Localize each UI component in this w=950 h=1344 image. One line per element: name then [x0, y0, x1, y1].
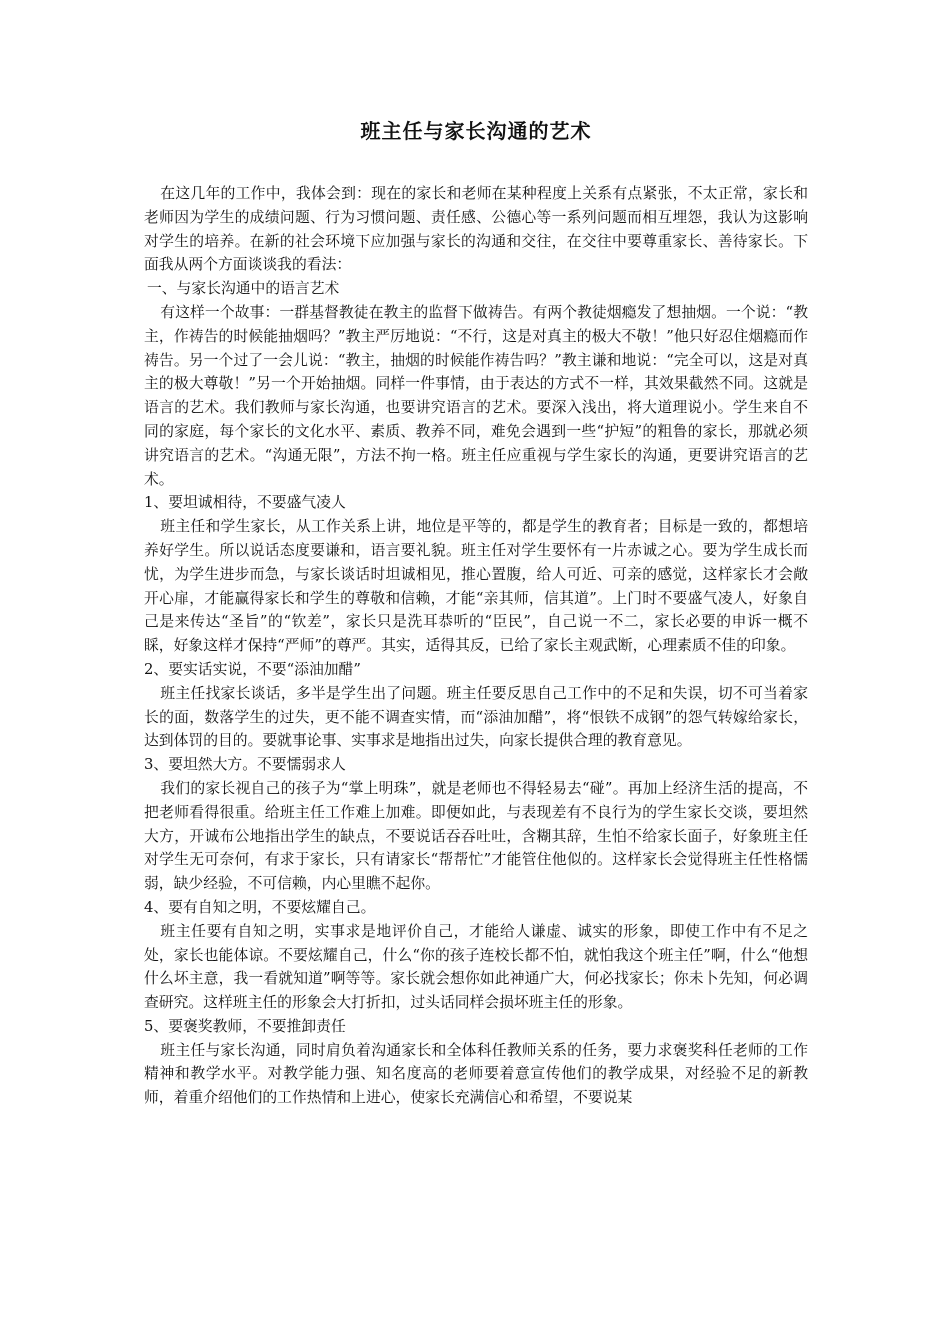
subheading-5: 5、要褒奖教师，不要推卸责任: [144, 1017, 346, 1035]
paragraph-3: 我们的家长视自己的孩子为“掌上明珠”，就是老师也不得轻易去“碰”。再加上经济生活的提高，不把老师看得很重。给班主任工作难上加难。即便如此，与表现差有不良行为的学生家长交谈，要坦然大方，开诚布公地指出学生的缺点，不要说话吞吞吐吐，含糊其辞，生怕不给家长面子，好象班主任对学生无可奈何，有求于家长，只有请家长“帮帮忙”才能管住他似的。这样家长会觉得班主任性格懦弱，缺少经验，不可信赖，内心里瞧不起你。: [144, 779, 808, 893]
story-paragraph: 有这样一个故事：一群基督教徒在教主的监督下做祷告。有两个教徒烟瘾发了想抽烟。一个说：“教主，作祷告的时候能抽烟吗？”教主严厉地说：“不行，这是对真主的极大不敬！”他只好忍住烟瘾而作祷告。另一个过了一会儿说：“教主，抽烟的时候能作祷告吗？”教主谦和地说：“完全可以，这是对真主的极大尊敬！”另一个开始抽烟。同样一件事情，由于表达的方式不一样，其效果截然不同。这就是语言的艺术。我们教师与家长沟通，也要讲究语言的艺术。要深入浅出，将大道理说小。学生来自不同的家庭，每个家长的文化水平、素质、教养不同，难免会遇到一些“护短”的粗鲁的家长，那就必须讲究语言的艺术。“沟通无限”，方法不拘一格。班主任应重视与学生家长的沟通，更要讲究语言的艺术。: [144, 303, 808, 488]
document-body: [144, 182, 808, 1110]
paragraph-5: 班主任与家长沟通，同时肩负着沟通家长和全体科任教师关系的任务，要力求褒奖科任老师的工作精神和教学水平。对教学能力强、知名度高的老师要着意宣传他们的教学成果，对经验不足的新教师，着重介绍他们的工作热情和上进心，使家长充满信心和希望，不要说某: [144, 1041, 808, 1107]
subheading-2: 2、要实话实说，不要“添油加醋”: [144, 660, 361, 678]
subheading-1: 1、要坦诚相待，不要盛气凌人: [144, 494, 346, 512]
paragraph-4: 班主任要有自知之明，实事求是地评价自己，才能给人谦虚、诚实的形象，即使工作中有不足之处，家长也能体谅。不要炫耀自己，什么“你的孩子连校长都不怕，就怕我这个班主任”啊，什么“他想什么坏主意，我一看就知道”啊等等。家长就会想你如此神通广大，何必找家长；你未卜先知，何必调查研究。这样班主任的形象会大打折扣，过头话同样会损坏班主任的形象。: [144, 922, 808, 1012]
document-page: [144, 118, 808, 1110]
section-heading-language-art: 一、与家长沟通中的语言艺术: [146, 280, 340, 298]
document-title: 班主任与家长沟通的艺术: [360, 119, 592, 143]
subheading-4: 4、要有自知之明，不要炫耀自己。: [144, 898, 376, 916]
paragraph-1: 班主任和学生家长，从工作关系上讲，地位是平等的，都是学生的教育者；目标是一致的，都想培养好学生。所以说话态度要谦和，语言要礼貌。班主任对学生要怀有一片赤诚之心。要为学生成长而忧，为学生进步而急，与家长谈话时坦诚相见，推心置腹，给人可近、可亲的感觉，这样家长才会敞开心扉，才能赢得家长和学生的尊敬和信赖，才能“亲其师，信其道”。上门时不要盛气凌人，好象自己是来传达“圣旨”的“钦差”，家长只是洗耳恭听的“臣民”，自己说一不二，家长必要的申诉一概不睬，好象这样才保持“严师”的尊严。其实，适得其反，已给了家长主观武断，心理素质不佳的印象。: [144, 518, 808, 655]
intro-paragraph: 在这几年的工作中，我体会到：现在的家长和老师在某种程度上关系有点紧张，不太正常，家长和老师因为学生的成绩问题、行为习惯问题、责任感、公德心等一系列问题而相互埋怨，我认为这影响对学生的培养。在新的社会环境下应加强与家长的沟通和交往，在交往中要尊重家长、善待家长。下面我从两个方面谈谈我的看法：: [144, 185, 808, 274]
subheading-3: 3、要坦然大方。不要懦弱求人: [144, 756, 346, 774]
paragraph-2: 班主任找家长谈话，多半是学生出了问题。班主任要反思自己工作中的不足和失误，切不可当着家长的面，数落学生的过失，更不能不调查实情，而“添油加醋”，将“恨铁不成钢”的怨气转嫁给家长，达到体罚的目的。要就事论事、实事求是地指出过失，向家长提供合理的教育意见。: [144, 684, 808, 750]
